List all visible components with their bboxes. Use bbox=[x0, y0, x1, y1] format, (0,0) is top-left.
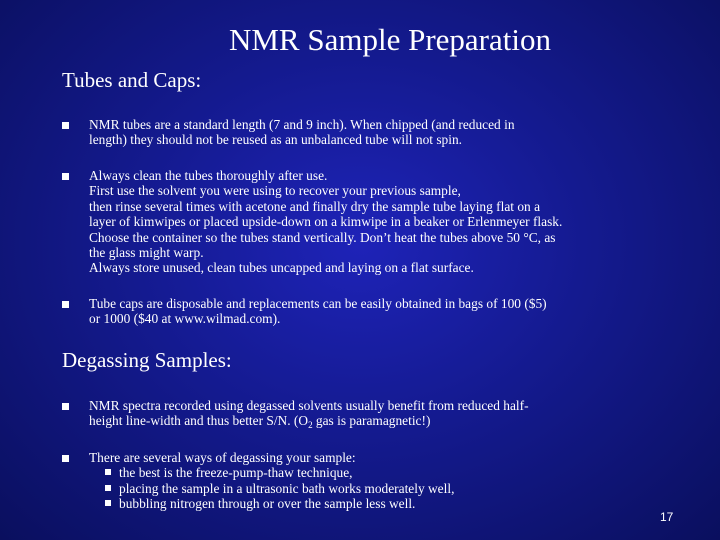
bullet-line: layer of kimwipes or placed upside-down on a kimwipe in a beaker or Erlenmeyer flask. bbox=[89, 214, 563, 230]
bullet-line: First use the solvent you were using to recover your previous sample, bbox=[89, 183, 461, 199]
bullet-square-icon bbox=[62, 455, 69, 462]
list-item-text: placing the sample in a ultrasonic bath works moderately well, bbox=[119, 480, 455, 496]
page-number: 17 bbox=[660, 510, 674, 524]
bullet-square-icon bbox=[62, 403, 69, 410]
list-item-text: bubbling nitrogen through or over the sample less well. bbox=[119, 496, 416, 512]
list-item bbox=[89, 496, 702, 511]
bullet-line: NMR tubes are a standard length (7 and 9 inch). When chipped (and reduced in bbox=[89, 117, 515, 132]
bullet-square-icon bbox=[62, 173, 69, 180]
bullet-line: Always store unused, clean tubes uncapped and laying on a flat surface. bbox=[89, 260, 474, 276]
degassing-methods-list bbox=[89, 465, 702, 511]
subscript-2: 2 bbox=[308, 420, 313, 431]
bullet-line: the glass might warp. bbox=[89, 245, 204, 261]
degassing-bullet-2 bbox=[62, 450, 702, 512]
bullet-square-icon bbox=[62, 122, 69, 129]
tubes-bullet-2 bbox=[62, 168, 702, 276]
tubes-bullet-3 bbox=[62, 296, 702, 327]
bullet-square-icon bbox=[105, 485, 111, 491]
slide-title: NMR Sample Preparation bbox=[228, 22, 551, 57]
bullet-line: then rinse several times with acetone and finally dry the sample tube laying flat on a bbox=[89, 198, 541, 214]
bullet-line: Always clean the tubes thoroughly after use. bbox=[89, 168, 328, 183]
text-segment: gas is paramagnetic!) bbox=[312, 413, 431, 429]
tubes-heading: Tubes and Caps: bbox=[62, 68, 202, 92]
bullet-square-icon bbox=[62, 301, 69, 308]
bullet-line: Choose the container so the tubes stand vertically. Don’t heat the tubes above 50 °C, as bbox=[89, 229, 556, 245]
list-item bbox=[89, 481, 702, 496]
list-item bbox=[89, 465, 702, 480]
bullet-line: length) they should not be reused as an unbalanced tube will not spin. bbox=[89, 132, 462, 148]
bullet-line bbox=[89, 413, 702, 430]
list-item-text: the best is the freeze-pump-thaw technique, bbox=[119, 465, 353, 481]
bullet-line: Tube caps are disposable and replacements can be easily obtained in bags of 100 ($5) bbox=[89, 296, 547, 311]
bullet-line: NMR spectra recorded using degassed solvents usually benefit from reduced half- bbox=[89, 398, 529, 413]
degassing-heading: Degassing Samples: bbox=[62, 348, 232, 372]
bullet-square-icon bbox=[105, 500, 111, 506]
bullet-line: There are several ways of degassing your sample: bbox=[89, 450, 356, 465]
bullet-square-icon bbox=[105, 469, 111, 475]
bullet-line: or 1000 ($40 at www.wilmad.com). bbox=[89, 311, 281, 327]
tubes-bullet-1 bbox=[62, 117, 702, 148]
text-segment: height line-width and thus better S/N. (O bbox=[89, 413, 309, 429]
degassing-bullet-1 bbox=[62, 398, 702, 431]
